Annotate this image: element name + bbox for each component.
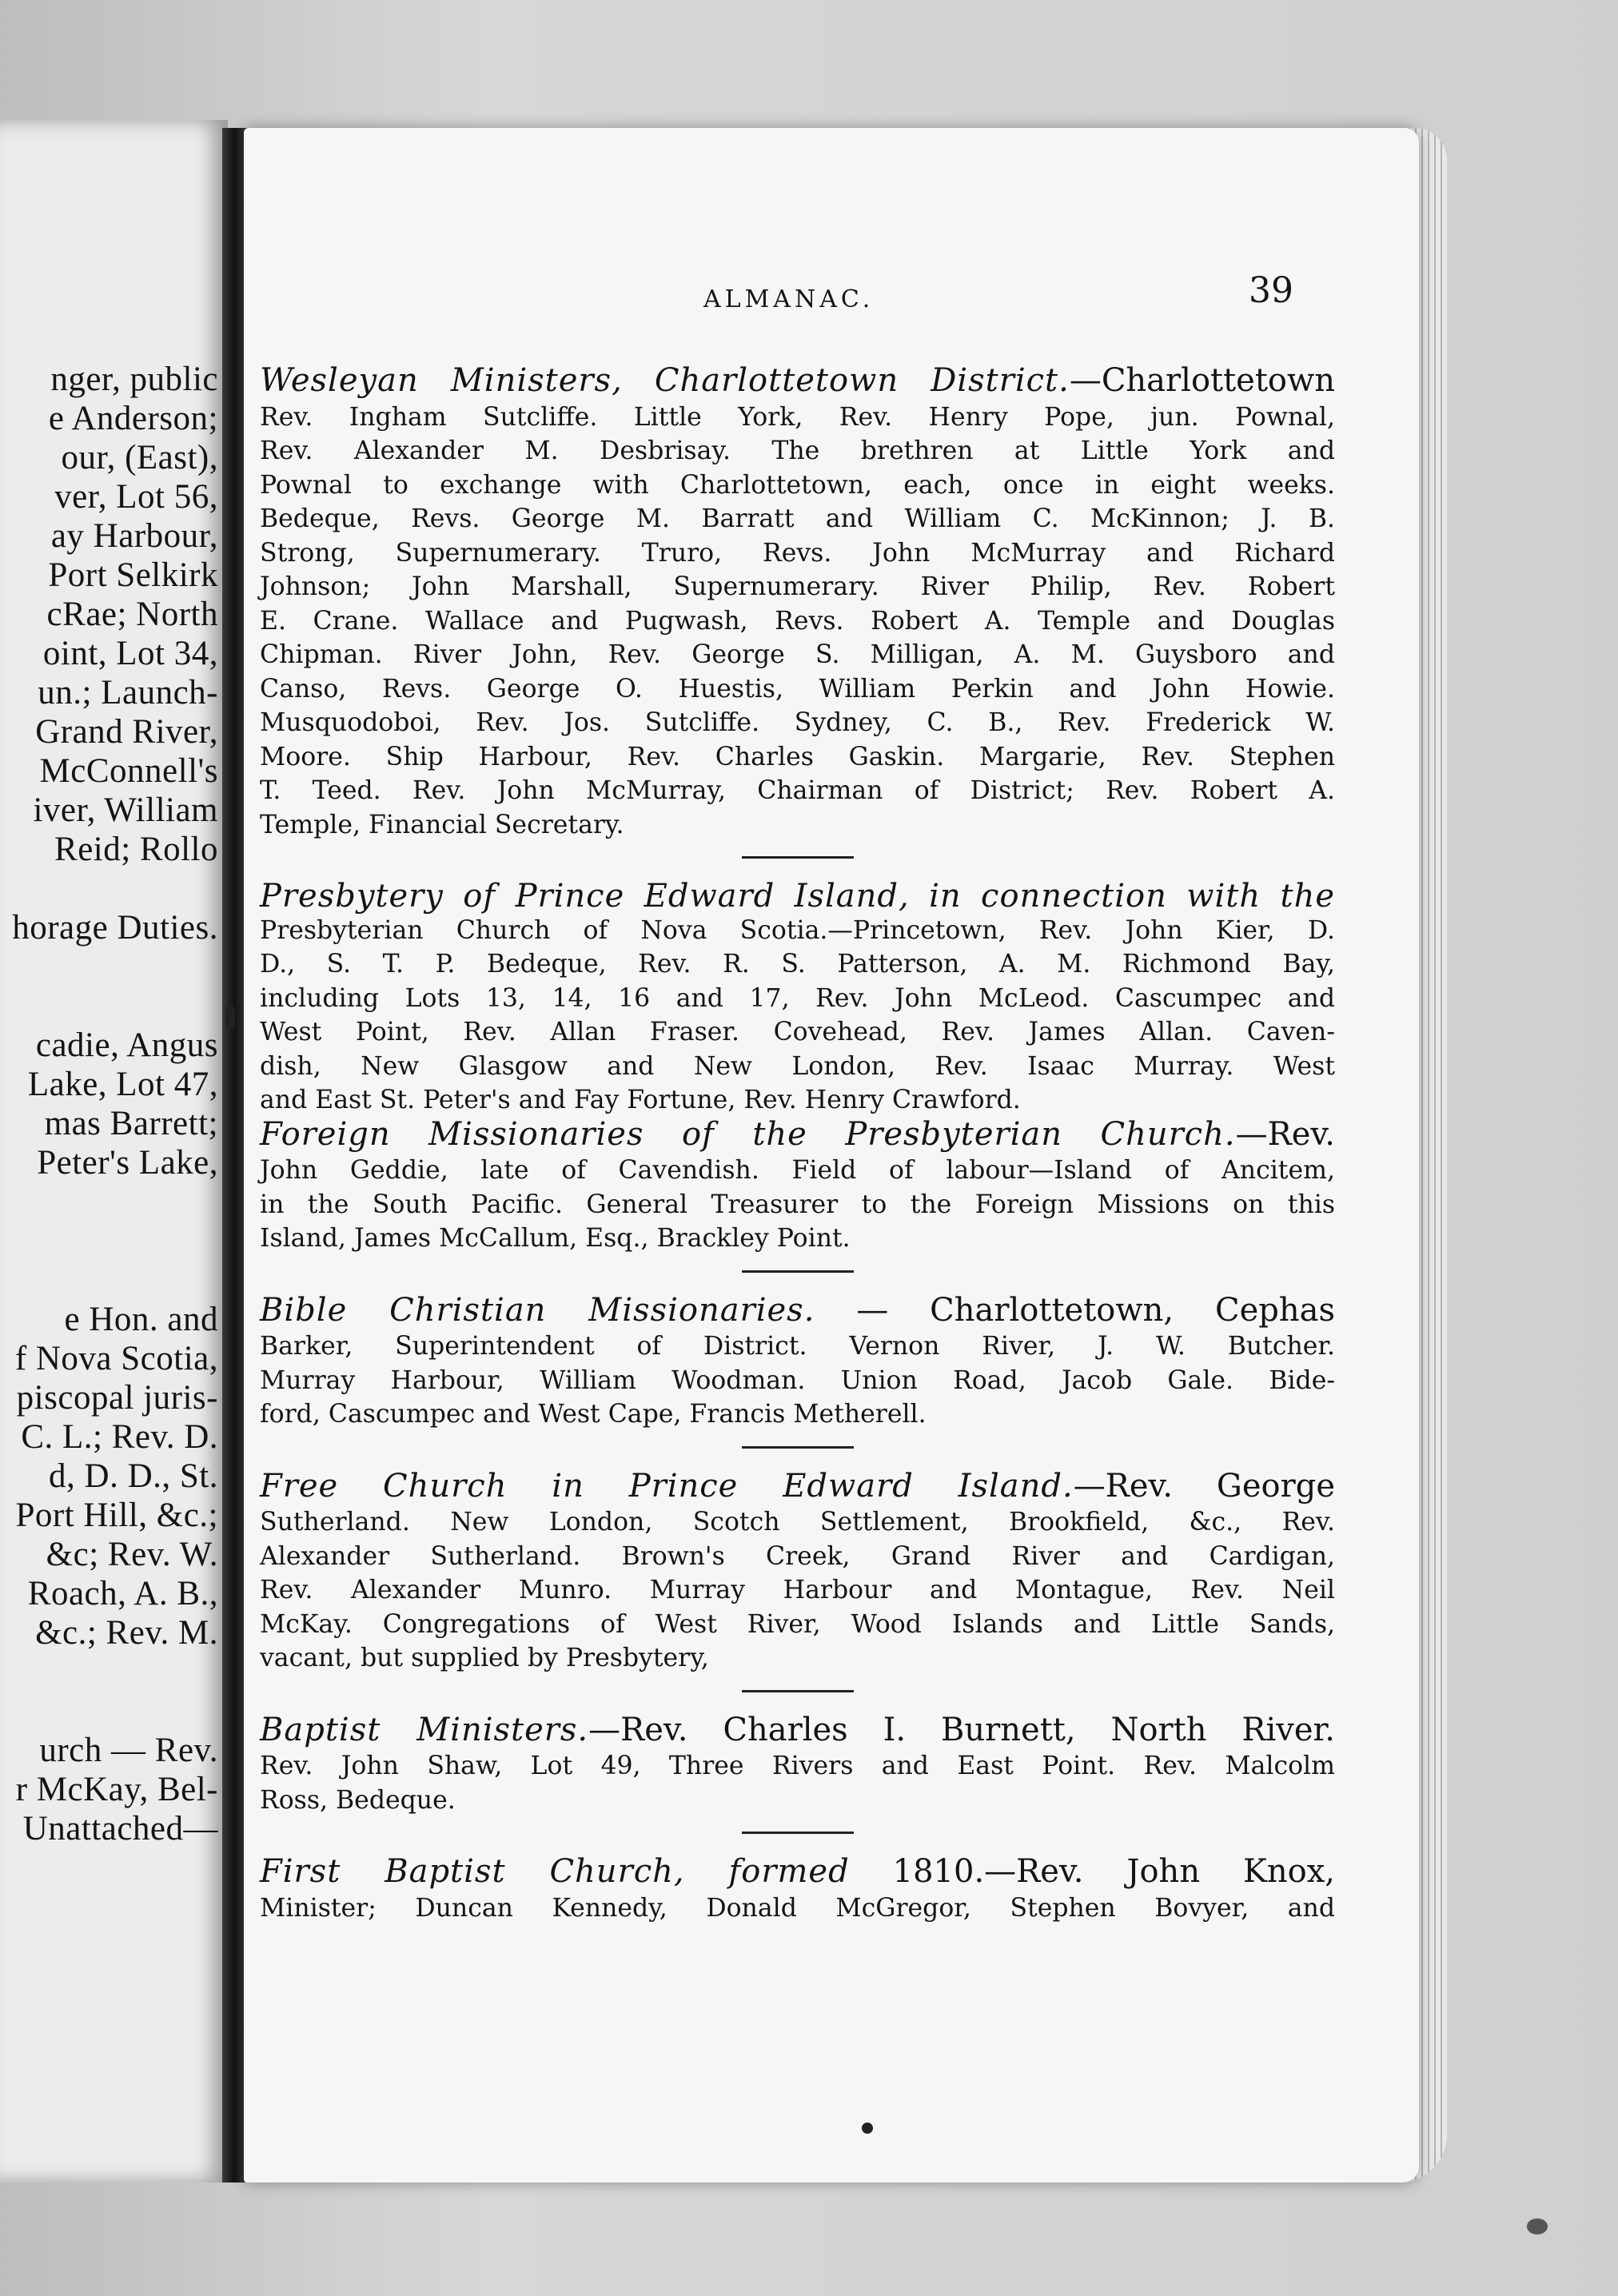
left-page-line: iver, William xyxy=(33,791,218,829)
left-page-line: ver, Lot 56, xyxy=(54,478,218,516)
left-page-line: r McKay, Bel- xyxy=(15,1771,218,1808)
entry-line: —Charlottetown xyxy=(1069,362,1335,399)
left-page-line: nger, public xyxy=(50,361,218,398)
entry-line: Ross, Bedeque. xyxy=(260,1785,456,1815)
entry-line: D., S. T. P. Bedeque, Rev. R. S. Patterson, A. M. Richmond Bay, xyxy=(260,950,1335,979)
entry-heading: Presbytery of Prince Edward Island, in connection with the xyxy=(260,878,1335,915)
entry-line: Barker, Superintendent of District. Vernon River, J. W. Butcher. xyxy=(260,1332,1335,1361)
left-page-line: Unattached— xyxy=(22,1810,218,1848)
left-page-line: cRae; North xyxy=(46,596,218,633)
ink-speck xyxy=(862,2123,873,2134)
entry-heading: First Baptist Church, formed xyxy=(260,1853,850,1890)
entry-line: Chipman. River John, Rev. George S. Milligan, A. M. Guysboro and xyxy=(260,640,1335,669)
section-rule xyxy=(742,1270,854,1273)
left-page-line: &c.; Rev. M. xyxy=(35,1614,218,1652)
entry-line: in the South Pacific. General Treasurer to the Foreign Missions on this xyxy=(260,1190,1335,1219)
ink-speck xyxy=(225,1006,235,1030)
left-page-line: &c; Rev. W. xyxy=(46,1536,218,1573)
entry-heading: Bible Christian Missionaries. xyxy=(260,1291,815,1329)
left-page-line: piscopal juris- xyxy=(16,1379,218,1417)
section-rule xyxy=(742,1832,854,1834)
entry-line: Island, James McCallum, Esq., Brackley Point. xyxy=(260,1224,851,1253)
left-page-line: Reid; Rollo xyxy=(54,831,218,868)
entry-foreign-missionaries xyxy=(260,1115,1335,1256)
entry-line: —Rev. George xyxy=(1073,1467,1335,1505)
left-page-line: Peter's Lake, xyxy=(37,1144,218,1182)
left-page-line: mas Barrett; xyxy=(44,1105,218,1142)
left-page-line: ay Harbour, xyxy=(50,517,218,555)
entry-line: Moore. Ship Harbour, Rev. Charles Gaskin. Margarie, Rev. Stephen xyxy=(260,742,1335,771)
entry-line: — Charlottetown, Cephas xyxy=(815,1291,1335,1329)
entry-wesleyan-ministers xyxy=(260,364,1335,842)
entry-line: McKay. Congregations of West River, Wood Islands and Little Sands, xyxy=(260,1609,1335,1639)
entry-line: Murray Harbour, William Woodman. Union Road, Jacob Gale. Bide- xyxy=(260,1365,1335,1395)
entry-line: West Point, Rev. Allan Fraser. Covehead, Rev. James Allan. Caven- xyxy=(260,1018,1335,1046)
entry-line: ford, Cascumpec and West Cape, Francis Metherell. xyxy=(260,1400,927,1429)
entry-line: 1810.—Rev. John Knox, xyxy=(849,1853,1336,1890)
left-page-line: e Hon. and xyxy=(64,1301,218,1338)
left-page-line: McConnell's xyxy=(39,752,218,790)
left-page-line: C. L.; Rev. D. xyxy=(21,1418,218,1456)
left-page-line: Port Selkirk xyxy=(48,556,218,594)
entry-line: Rev. Ingham Sutcliffe. Little York, Rev. Henry Pope, jun. Pownal, xyxy=(260,402,1335,432)
entry-line: Strong, Supernumerary. Truro, Revs. John McMurray and Richard xyxy=(260,538,1335,568)
entry-free-church xyxy=(260,1469,1335,1676)
left-page-line: Port Hill, &c.; xyxy=(15,1497,218,1534)
left-page-line: Roach, A. B., xyxy=(27,1575,218,1612)
entry-heading: Free Church in Prince Edward Island. xyxy=(260,1467,1074,1505)
entry-line: Musquodoboi, Rev. Jos. Sutcliffe. Sydney, C. B., Rev. Frederick W. xyxy=(260,708,1335,737)
entry-line: —Rev. Charles I. Burnett, North River. xyxy=(588,1711,1335,1748)
section-rule xyxy=(742,856,854,859)
ink-speck xyxy=(1527,2218,1548,2234)
entry-line: Rev. Alexander Munro. Murray Harbour and Montague, Rev. Neil xyxy=(260,1576,1335,1604)
left-page-line: urch — Rev. xyxy=(39,1732,218,1769)
entry-line: Canso, Revs. George O. Huestis, William Perkin and John Howie. xyxy=(260,674,1335,704)
entry-heading: Wesleyan Ministers, Charlottetown District. xyxy=(260,362,1070,399)
entry-presbytery-pei xyxy=(260,879,1335,1118)
entry-line: dish, New Glasgow and New London, Rev. Isaac Murray. West xyxy=(260,1051,1335,1081)
left-page-line: horage Duties. xyxy=(12,909,218,947)
entry-line: Bedeque, Revs. George M. Barratt and William C. McKinnon; J. B. xyxy=(260,504,1335,533)
entry-line: Johnson; John Marshall, Supernumerary. River Philip, Rev. Robert xyxy=(260,572,1335,601)
running-head: ALMANAC. xyxy=(703,285,875,313)
entry-heading: Foreign Missionaries of the Presbyterian Church. xyxy=(260,1115,1236,1153)
entry-line: John Geddie, late of Cavendish. Field of labour—Island of Ancitem, xyxy=(260,1156,1335,1185)
entry-line: Rev. Alexander M. Desbrisay. The brethren at Little York and xyxy=(260,436,1335,465)
entry-first-baptist-church xyxy=(260,1855,1335,1925)
left-page-line: Lake, Lot 47, xyxy=(27,1066,218,1103)
left-page-line: f Nova Scotia, xyxy=(14,1340,218,1377)
left-page-line: d, D. D., St. xyxy=(49,1457,218,1495)
entry-line: Sutherland. New London, Scotch Settlement, Brookfield, &c., Rev. xyxy=(260,1508,1335,1537)
entry-line: vacant, but supplied by Presbytery, xyxy=(260,1644,709,1672)
entry-line: —Rev. xyxy=(1235,1115,1335,1153)
entry-bible-christian xyxy=(260,1293,1335,1432)
entry-line: Pownal to exchange with Charlottetown, each, once in eight weeks. xyxy=(260,470,1335,500)
page-body xyxy=(260,364,1335,1925)
entry-line: T. Teed. Rev. John McMurray, Chairman of District; Rev. Robert A. xyxy=(260,776,1335,805)
entry-line: Minister; Duncan Kennedy, Donald McGregor, Stephen Bovyer, and xyxy=(260,1893,1335,1923)
left-page-line: e Anderson; xyxy=(48,400,218,437)
entry-line: E. Crane. Wallace and Pugwash, Revs. Robert A. Temple and Douglas xyxy=(260,606,1335,636)
entry-line: Rev. John Shaw, Lot 49, Three Rivers and East Point. Rev. Malcolm xyxy=(260,1752,1335,1780)
left-page-line: our, (East), xyxy=(61,439,218,476)
left-page-line: cadie, Angus xyxy=(35,1026,218,1064)
entry-heading: Baptist Ministers. xyxy=(260,1711,589,1748)
left-page-line: un.; Launch- xyxy=(38,674,218,712)
left-page-line: Grand River, xyxy=(35,713,218,751)
entry-line: Presbyterian Church of Nova Scotia.—Princetown, Rev. John Kier, D. xyxy=(260,915,1335,945)
entry-baptist-ministers xyxy=(260,1713,1335,1818)
section-rule xyxy=(742,1690,854,1692)
entry-line: Temple, Financial Secretary. xyxy=(260,810,624,839)
entry-line: including Lots 13, 14, 16 and 17, Rev. John McLeod. Cascumpec and xyxy=(260,983,1335,1013)
left-facing-page xyxy=(0,120,228,2182)
left-page-line: oint, Lot 34, xyxy=(42,635,218,672)
entry-line: and East St. Peter's and Fay Fortune, Rev. Henry Crawford. xyxy=(260,1086,1021,1114)
section-rule xyxy=(742,1446,854,1449)
entry-line: Alexander Sutherland. Brown's Creek, Grand River and Cardigan, xyxy=(260,1541,1335,1571)
page-number: 39 xyxy=(1249,270,1293,311)
